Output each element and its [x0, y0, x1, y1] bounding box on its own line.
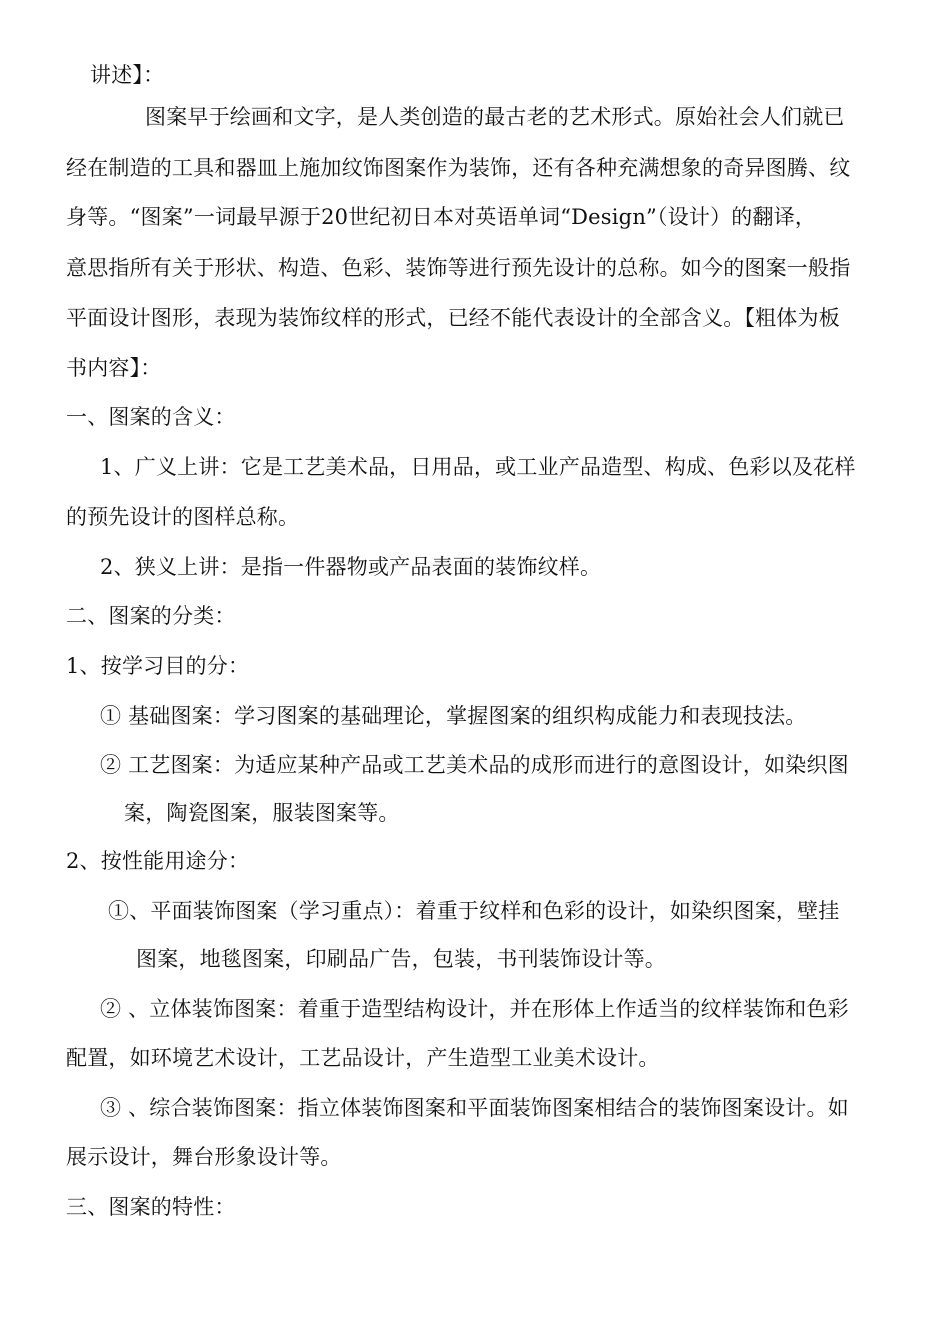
text-line-9: 1、广义上讲：它是工艺美术品，日用品，或工业产品造型、构成、色彩以及花样 [100, 455, 856, 479]
list-item-flat-cont: 图案，地毯图案，印刷品广告，包装，书刊装饰设计等。 [136, 947, 666, 971]
text-line-5: 意思指所有关于形状、构造、色彩、装饰等进行预先设计的总称。如今的图案一般指 [66, 256, 851, 280]
section-heading-1: 一、图案的含义： [66, 405, 236, 429]
text-line-1: 讲述】： [90, 63, 165, 87]
list-item-craft: ② 工艺图案：为适应某种产品或工艺美术品的成形而进行的意图设计，如染织图 [100, 753, 849, 777]
section-heading-3: 三、图案的特性： [66, 1195, 236, 1219]
list-item-craft-cont: 案，陶瓷图案，服装图案等。 [124, 801, 400, 825]
list-item-combined-cont: 展示设计，舞台形象设计等。 [66, 1145, 342, 1169]
text-line-6: 平面设计图形，表现为装饰纹样的形式，已经不能代表设计的全部含义。【粗体为板 [66, 306, 840, 330]
section-heading-2: 二、图案的分类： [66, 604, 236, 628]
text-line-10: 的预先设计的图样总称。 [66, 505, 300, 529]
text-line-3: 经在制造的工具和器皿上施加纹饰图案作为装饰，还有各种充满想象的奇异图腾、纹 [66, 156, 851, 180]
list-item-flat: ①、平面装饰图案（学习重点）：着重于纹样和色彩的设计，如染织图案，壁挂 [108, 899, 840, 923]
text-line-11: 2、狭义上讲：是指一件器物或产品表面的装饰纹样。 [100, 555, 602, 579]
list-item-combined: ③ 、综合装饰图案：指立体装饰图案和平面装饰图案相结合的装饰图案设计。如 [100, 1096, 849, 1120]
text-line-4: 身等。“图案”一词最早源于20世纪初日本对英语单词“Design”（设计）的翻译， [66, 205, 817, 229]
list-item-3d: ② 、立体装饰图案：着重于造型结构设计，并在形体上作适当的纹样装饰和色彩 [100, 997, 849, 1021]
text-line-7: 书内容】： [66, 356, 162, 380]
subheading-2: 2、按性能用途分： [66, 849, 250, 873]
subheading-1: 1、按学习目的分： [66, 654, 250, 678]
list-item-basic: ① 基础图案：学习图案的基础理论，掌握图案的组织构成能力和表现技法。 [100, 704, 807, 728]
text-line-2: 图案早于绘画和文字，是人类创造的最古老的艺术形式。原始社会人们就已 [145, 105, 845, 129]
list-item-3d-cont: 配置，如环境艺术设计，工艺品设计，产生造型工业美术设计。 [66, 1046, 660, 1070]
